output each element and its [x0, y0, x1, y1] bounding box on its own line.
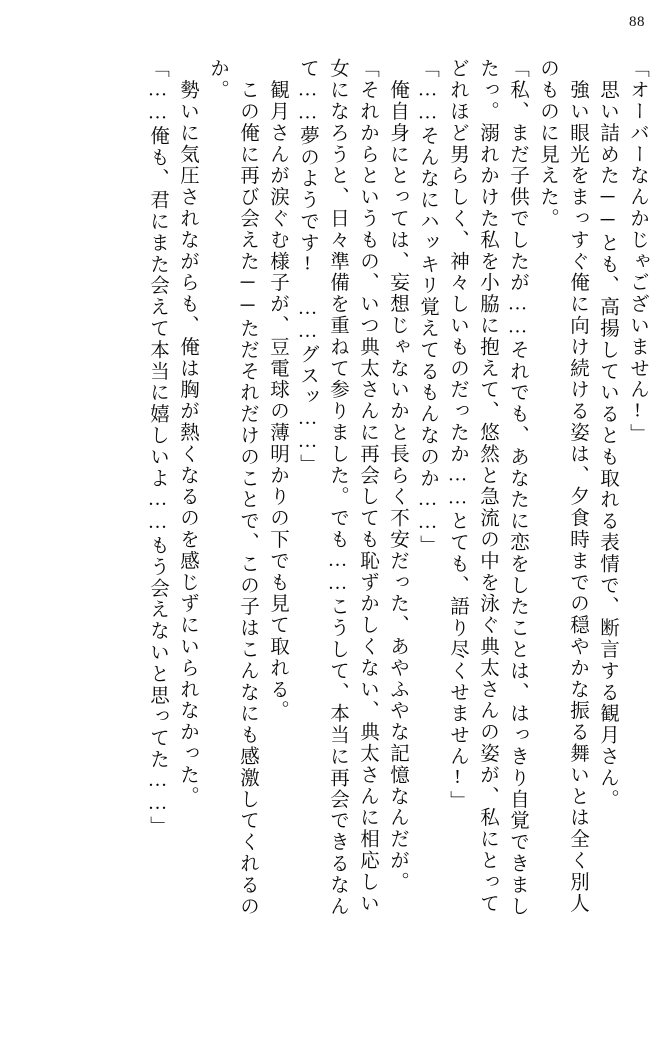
vertical-text-body [22, 58, 647, 1018]
text-line: 「……俺も、君にまた会えて本当に嬉しいよ……もう会えないと思ってた……」 [147, 58, 168, 838]
text-line: 俺自身にとっては、妄想じゃないかと長らく不安だった、あやふやな記憶なんだが。 [387, 58, 408, 893]
text-line: 「……そんなにハッキリ覚えてるもんなのか……」 [417, 58, 438, 557]
text-line: この俺に再び会えた──ただそれだけのことで、この子はこんなにも感激してくれるの [237, 58, 258, 917]
text-line: たっ。溺れかけた私を小脇に抱えて、悠然と急流の中を泳ぐ典太さんの姿が、私にとって [477, 58, 498, 914]
text-line: 「それからというもの、いつ典太さんに再会しても恥ずかしくない、典太さんに相応しい [357, 58, 378, 914]
text-line: どれほど男らしく、神々しいものだったか……とても、語り尽くせません!」 [447, 58, 468, 812]
text-line: 強い眼光をまっすぐ俺に向け続ける姿は、夕食時までの穏やかな振る舞いとは全く別人 [567, 58, 588, 914]
text-line: か。 [207, 58, 228, 101]
text-line: 女になろうと、日々準備を重ねて参りました。でも……こうして、本当に再会できるなん [327, 58, 348, 917]
text-line: 勢いに気圧されながらも、俺は胸が熱くなるのを感じずにいられなかった。 [177, 58, 198, 807]
text-line: て……夢のようです! ……グスッ……」 [297, 58, 318, 476]
page-number: 88 [629, 14, 645, 30]
text-line: 観月さんが涙ぐむ様子が、豆電球の薄明かりの下でも見て取れる。 [267, 58, 288, 722]
text-line: 「私、まだ子供でしたが……それでも、あなたに恋をしたことは、はっきり自覚できまし [507, 58, 528, 917]
text-line: 思い詰めた──とも、高揚しているとも取れる表情で、断言する観月さん。 [597, 58, 618, 810]
text-line: 「オーバーなんかじゃございません!」 [627, 58, 648, 445]
text-line: のものに見えた。 [537, 58, 558, 230]
